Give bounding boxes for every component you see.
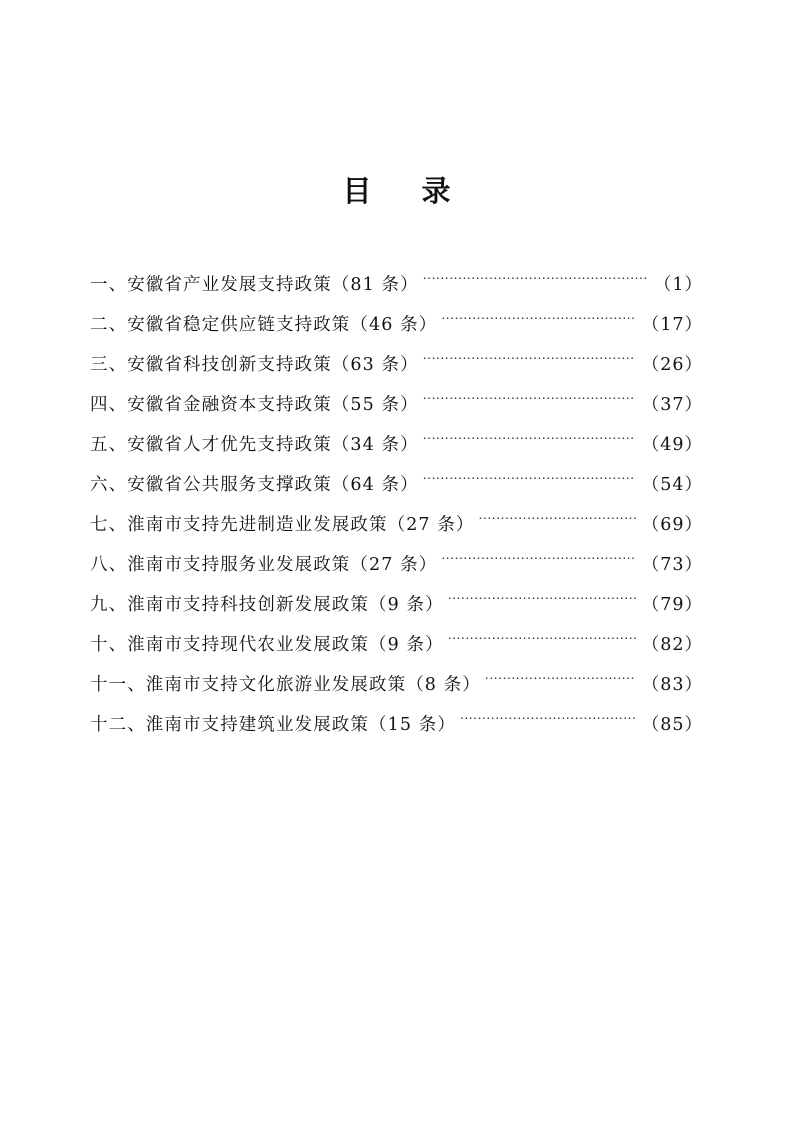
toc-entry-label: 二、安徽省稳定供应链支持政策（46 条）: [90, 315, 438, 335]
toc-leader-dots: [485, 650, 636, 690]
toc-leader-dots: [460, 690, 636, 730]
toc-entry-page: （83）: [641, 675, 703, 695]
toc-leader-dots: [441, 530, 635, 570]
toc-entry-page: （85）: [641, 715, 703, 735]
toc-leader-dots: [423, 330, 636, 370]
page-title: 目 录: [342, 174, 471, 208]
toc-entry-page: （73）: [641, 555, 703, 575]
toc-entry-label: 六、安徽省公共服务支撑政策（64 条）: [90, 475, 419, 495]
toc-entry[interactable]: [90, 250, 703, 295]
toc-leader-dots: [423, 370, 636, 410]
toc-entry-label: 三、安徽省科技创新支持政策（63 条）: [90, 355, 419, 375]
toc-entry-label: 四、安徽省金融资本支持政策（55 条）: [90, 395, 419, 415]
toc-entry-label: 五、安徽省人才优先支持政策（34 条）: [90, 435, 419, 455]
toc-entry-page: （49）: [641, 435, 703, 455]
toc-leader-dots: [441, 290, 635, 330]
toc-entry-page: （82）: [641, 635, 703, 655]
toc-entry-label: 一、安徽省产业发展支持政策（81 条）: [90, 275, 419, 295]
toc-entry-label: 十一、淮南市支持文化旅游业发展政策（8 条）: [90, 675, 481, 695]
toc-leader-dots: [448, 610, 636, 650]
toc-entry-page: （54）: [641, 475, 703, 495]
toc-entry-page: （26）: [641, 355, 703, 375]
toc-entry-label: 七、淮南市支持先进制造业发展政策（27 条）: [90, 515, 475, 535]
table-of-contents: [90, 250, 703, 735]
toc-entry-label: 九、淮南市支持科技创新发展政策（9 条）: [90, 595, 444, 615]
toc-entry-page: （17）: [641, 315, 703, 335]
toc-entry-label: 十二、淮南市支持建筑业发展政策（15 条）: [90, 715, 456, 735]
toc-entry-page: （37）: [641, 395, 703, 415]
toc-leader-dots: [423, 250, 648, 290]
toc-entry-label: 八、淮南市支持服务业发展政策（27 条）: [90, 555, 438, 575]
toc-leader-dots: [423, 450, 636, 490]
toc-entry-label: 十、淮南市支持现代农业发展政策（9 条）: [90, 635, 444, 655]
toc-leader-dots: [423, 410, 636, 450]
toc-entry-page: （69）: [641, 515, 703, 535]
toc-entry-page: （79）: [641, 595, 703, 615]
toc-leader-dots: [448, 570, 636, 610]
toc-leader-dots: [479, 490, 636, 530]
toc-entry-page: （1）: [653, 275, 703, 295]
